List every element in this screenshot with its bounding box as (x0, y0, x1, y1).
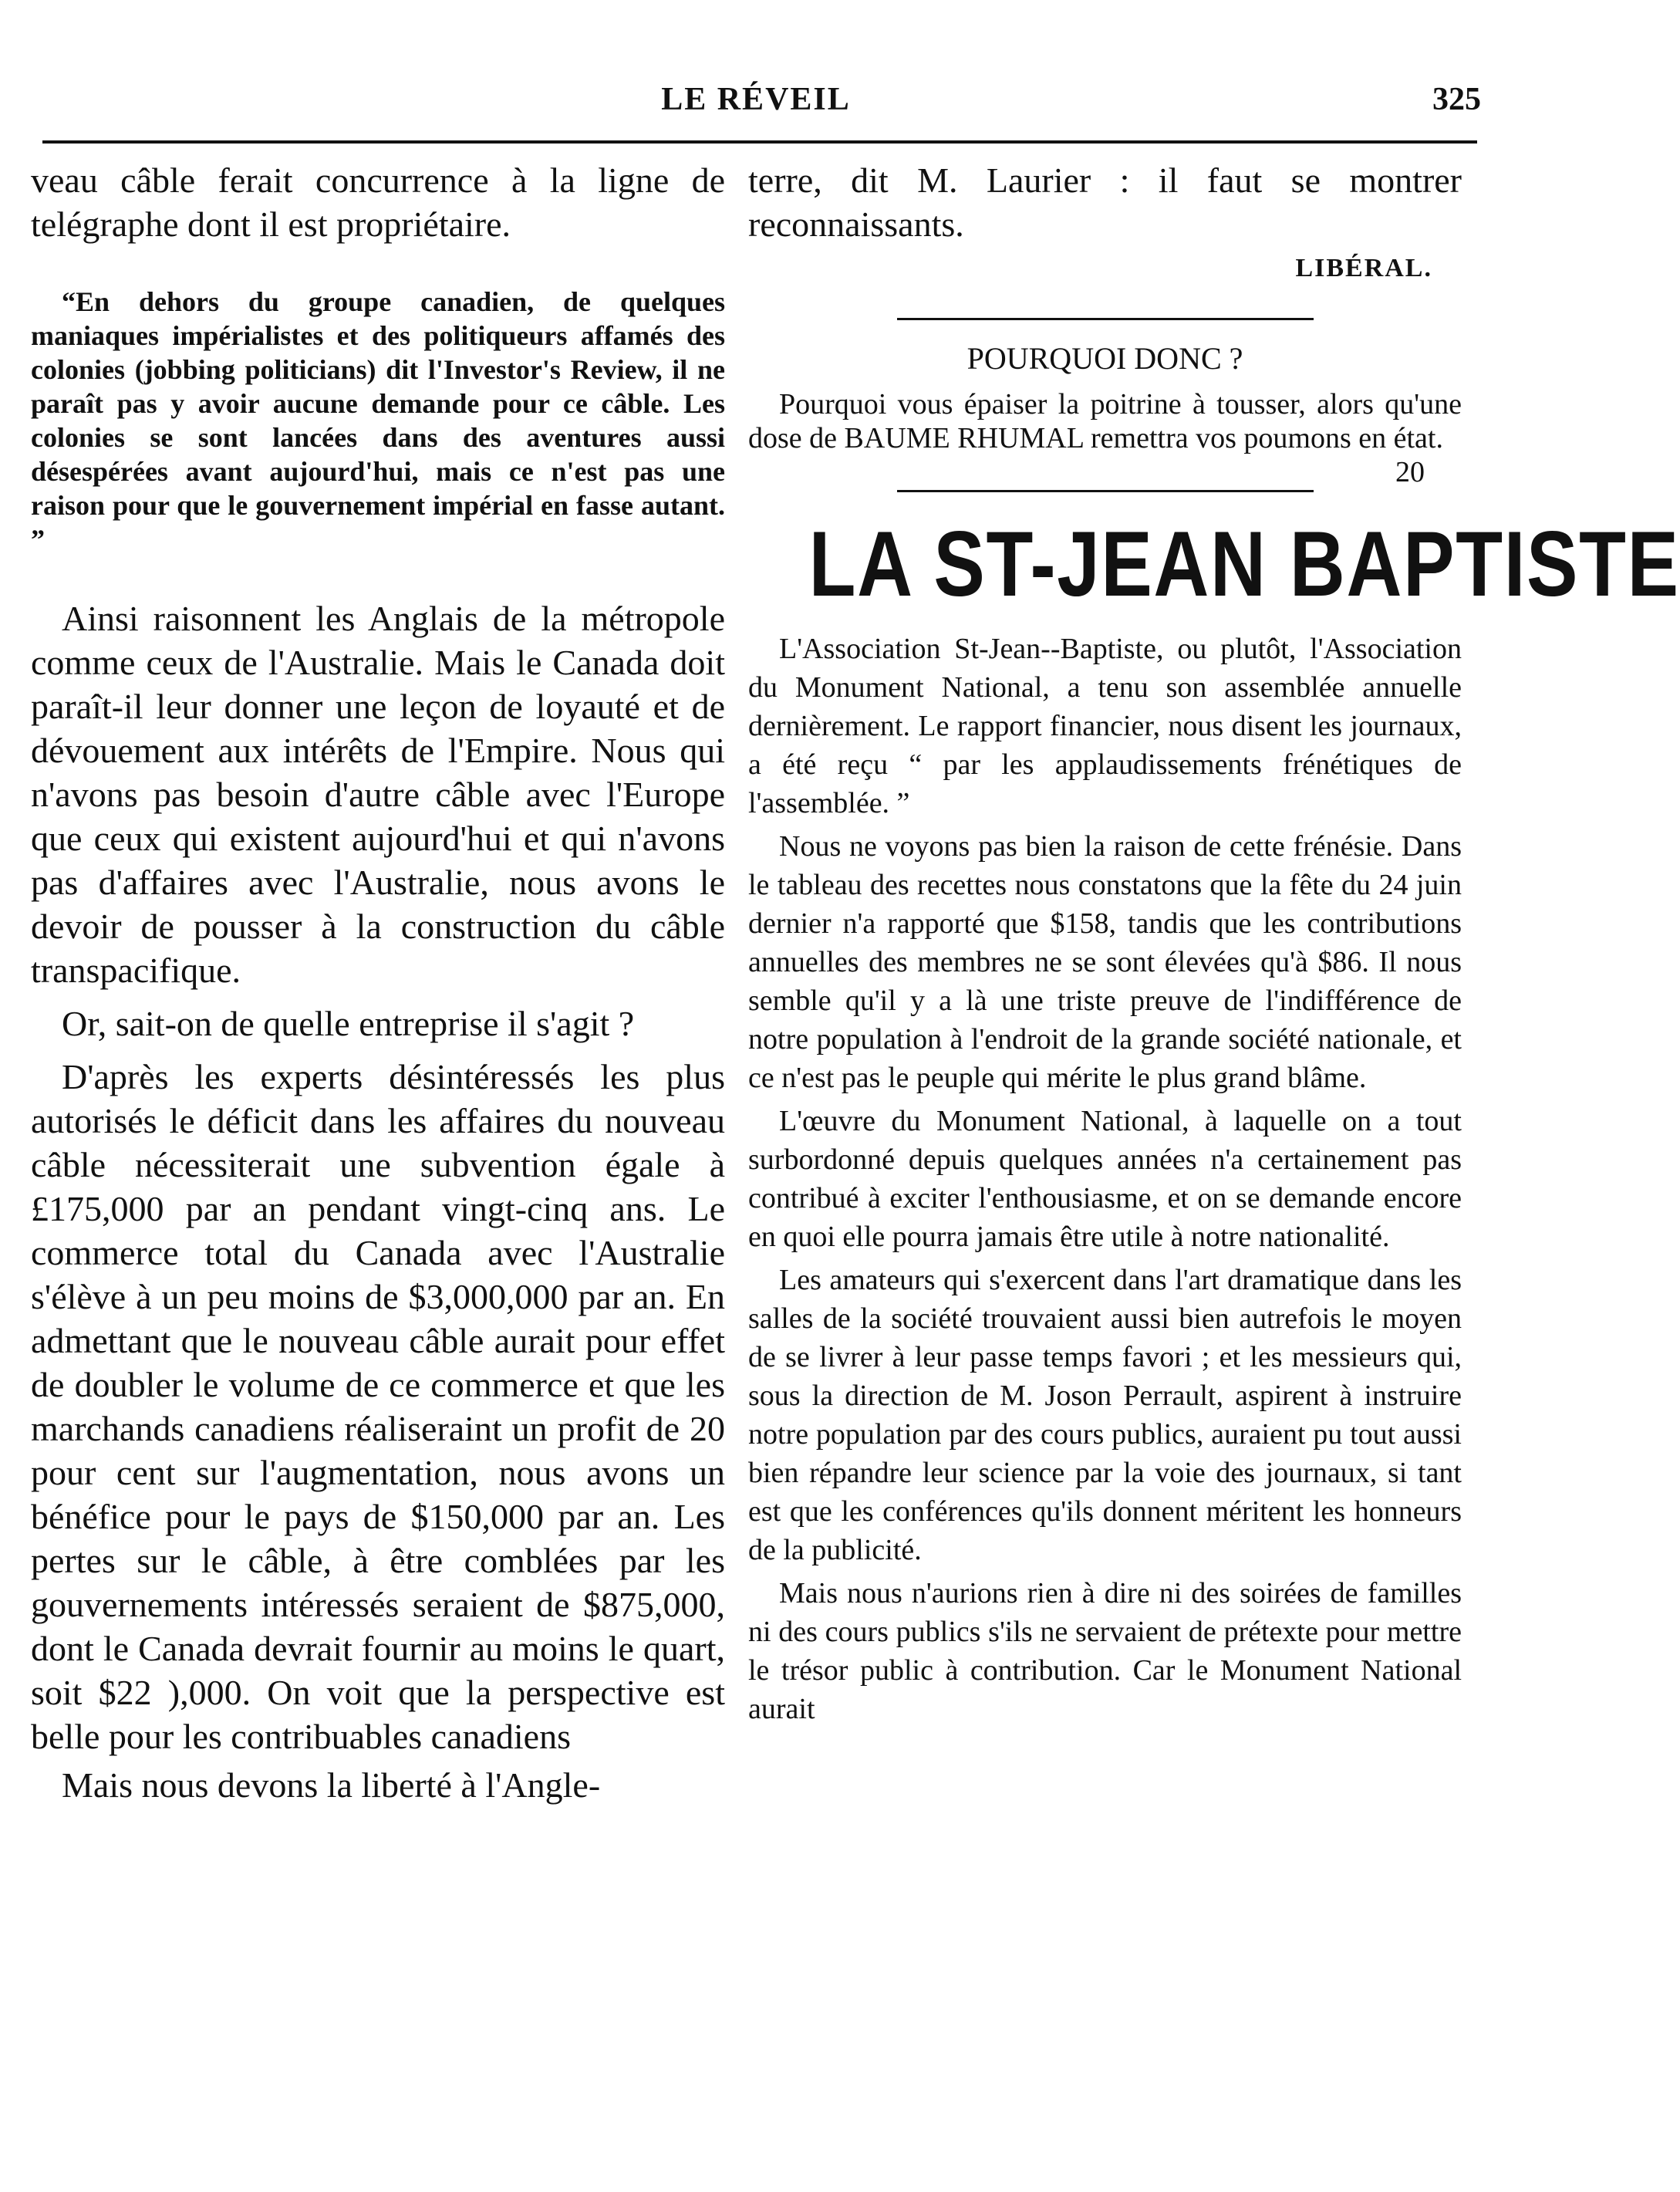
left-paragraph-3: Or, sait-on de quelle entreprise il s'agit ? (62, 1004, 635, 1043)
author-signature: LIBÉRAL. (1295, 254, 1432, 282)
right-paragraph-2: L'Association St-Jean--Baptiste, ou plutôt, l'Association du Monument National, a tenu son assemblée annuelle dernièrement. Le rapport financier, nous disent les journaux, a été reçu “ par les applaudissements frénétiques de l'assemblée. ” (748, 633, 1462, 819)
ad-number: 20 (1395, 456, 1425, 488)
page-number: 325 (1432, 82, 1481, 117)
investors-review-quote: “En dehors du groupe canadien, de quelques maniaques impérialistes et des politiqueurs affamés des colonies (jobbing politicians) dit l'Investor's Review, il ne paraît pas y avoir aucune demande pour ce câble. Les colonies se sont lancées dans des aventures aussi désespérées avant aujourd'hui, mais ce n'est pas une raison pour que le gouvernement impérial en fasse autant. ” (31, 286, 725, 555)
right-paragraph-3: Nous ne voyons pas bien la raison de cette frénésie. Dans le tableau des recettes nous constatons que la fête du 24 juin dernier n'a rapporté que $158, tandis que les contributions annuelles des membres ne se sont élevées qu'à $86. Il nous semble qu'il y a là une triste preuve de l'indifférence de notre population à l'endroit de la grande société nationale, et ce n'est pas le peuple qui mérite le plus grand blâme. (748, 830, 1462, 1094)
right-paragraph-6: Mais nous n'aurions rien à dire ni des soirées de familles ni des cours publics s'ils ne servaient de prétexte pour mettre le trésor public à contribution. Car le Monument National aurait (748, 1577, 1462, 1725)
ad-heading: POURQUOI DONC ? (967, 341, 1243, 376)
left-paragraph-5: Mais nous devons la liberté à l'Angle- (62, 1765, 601, 1805)
left-column (31, 158, 725, 1807)
right-paragraph-4: L'œuvre du Monument National, à laquelle on a tout surbordonné depuis quelques années n'a certainement pas contribué à exciter l'enthousiasme, et on se demande encore en quoi elle pourra jamais être utile à notre nationalité. (748, 1105, 1462, 1253)
ad-text (748, 387, 1462, 488)
right-paragraph-1: terre, dit M. Laurier : il faut se montrer reconnaissants. (748, 160, 1462, 244)
left-paragraph-2: Ainsi raisonnent les Anglais de la métropole comme ceux de l'Australie. Mais le Canada doit paraît-il leur donner une leçon de loyauté et de dévouement aux intérêts de l'Empire. Nous qui n'avons pas besoin d'autre câble avec l'Europe que ceux qui existent aujourd'hui et qui n'avons pas d'affaires avec l'Australie, nous avons le devoir de pousser à la construction du câble transpacifique. (31, 599, 725, 990)
section-divider (897, 318, 1314, 320)
article-headline: LA ST-JEAN BAPTISTE (808, 512, 1680, 616)
ad-block (748, 387, 1462, 488)
section-divider (897, 490, 1314, 492)
left-paragraph-1: veau câble ferait concurrence à la ligne de telégraphe dont il est propriétaire. (31, 160, 725, 244)
ad-body: Pourquoi vous épaiser la poitrine à tousser, alors qu'une dose de BAUME RHUMAL remettra vos poumons en état. (748, 388, 1462, 454)
right-paragraph-5: Les amateurs qui s'exercent dans l'art dramatique dans les salles de la société trouvaient aussi bien autrefois le moyen de se livrer à leur passe temps favori ; et les messieurs qui, sous la direction de M. Joson Perrault, aspirent à instruire notre population par des cours publics, auraient pu tout aussi bien répandre leur science par la voie des journaux, si tant est que les conférences qu'ils donnent méritent les honneurs de la publicité. (748, 1264, 1462, 1566)
header-rule (42, 140, 1477, 144)
right-column (748, 158, 1680, 1728)
running-title: LE RÉVEIL (661, 82, 851, 117)
left-paragraph-4: D'après les experts désintéressés les plus autorisés le déficit dans les affaires du nouveau câble nécessiterait une subvention égale à £175,000 par an pendant vingt-cinq ans. Le commerce total du Canada avec l'Australie s'élève à un peu moins de $3,000,000 par an. En admettant que le nouveau câble aurait pour effet de doubler le volume de ce commerce et que les marchands canadiens réaliseraint un profit de 20 pour cent sur l'augmentation, nous avons un bénéfice pour le pays de $150,000 par an. Les pertes sur le câble, à être comblées par les gouvernements intéressés seraient de $875,000, dont le Canada devrait fournir au moins le quart, soit $22 ),000. On voit que la perspective est belle pour les contribuables canadiens (31, 1057, 725, 1756)
page-header (31, 73, 1481, 127)
